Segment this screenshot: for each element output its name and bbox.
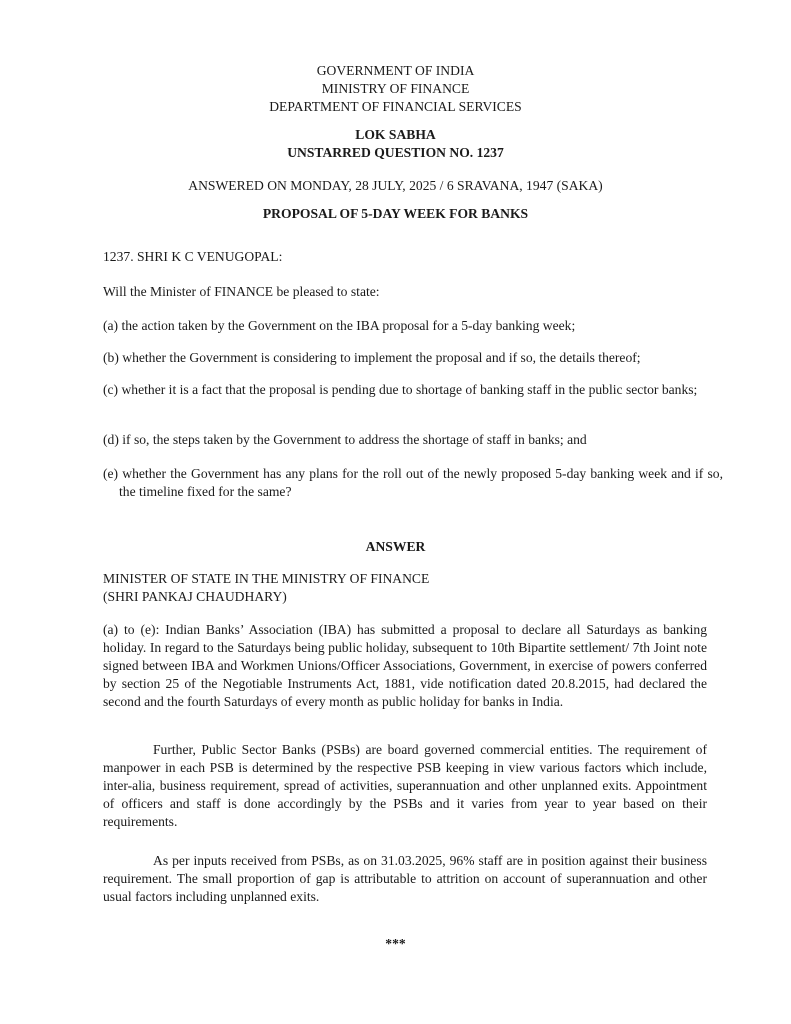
subject-title: PROPOSAL OF 5-DAY WEEK FOR BANKS	[262, 206, 529, 221]
house-name: LOK SABHA	[355, 127, 436, 142]
end-mark: ***	[385, 936, 406, 951]
question-part-a: (a) the action taken by the Government on the IBA proposal for a 5-day banking week;	[103, 318, 576, 333]
question-intro: Will the Minister of FINANCE be pleased to state:	[103, 284, 380, 299]
question-part-e: (e) whether the Government has any plans for the roll out of the newly proposed 5-day banking week and if so, the timeline fixed for the same?	[103, 466, 723, 499]
answer-heading: ANSWER	[365, 539, 426, 554]
minister-title: MINISTER OF STATE IN THE MINISTRY OF FINANCE	[103, 571, 430, 586]
header-ministry: MINISTRY OF FINANCE	[321, 81, 470, 96]
answered-on: ANSWERED ON MONDAY, 28 JULY, 2025 / 6 SRAVANA, 1947 (SAKA)	[188, 178, 603, 193]
answer-paragraph-3: As per inputs received from PSBs, as on 31.03.2025, 96% staff are in position against their business requirement. The small proportion of gap is attributable to attrition on account of superannuation and other usual factors including unplanned exits.	[103, 853, 707, 904]
question-asked-by: 1237. SHRI K C VENUGOPAL:	[103, 249, 283, 264]
question-part-c: (c) whether it is a fact that the proposal is pending due to shortage of banking staff in the public sector banks;	[103, 382, 698, 397]
question-number: UNSTARRED QUESTION NO. 1237	[287, 145, 504, 160]
question-part-b: (b) whether the Government is considering to implement the proposal and if so, the details thereof;	[103, 350, 641, 365]
answer-paragraph-1: (a) to (e): Indian Banks’ Association (IBA) has submitted a proposal to declare all Saturdays as banking holiday. In regard to the Saturdays being public holiday, subsequent to 10th Bipartite settlement/ 7th Joint note signed between IBA and Workmen Unions/Officer Associations, Government, in exercise of powers conferred by section 25 of the Negotiable Instruments Act, 1881, vide notification dated 20.8.2015, had declared the second and the fourth Saturdays of every month as public holiday for banks in India.	[103, 622, 707, 709]
minister-block	[103, 570, 707, 606]
letterhead	[0, 62, 791, 116]
header-government: GOVERNMENT OF INDIA	[316, 63, 475, 78]
question-part-d: (d) if so, the steps taken by the Government to address the shortage of staff in banks; and	[103, 432, 587, 447]
header-department: DEPARTMENT OF FINANCIAL SERVICES	[269, 99, 522, 114]
house-block	[0, 126, 791, 162]
minister-name: (SHRI PANKAJ CHAUDHARY)	[103, 589, 287, 604]
answer-paragraph-2: Further, Public Sector Banks (PSBs) are board governed commercial entities. The requirement of manpower in each PSB is determined by the respective PSB keeping in view various factors which include, inter-alia, business requirement, spread of activities, superannuation and other unplanned exits. Appointment of officers and staff is done accordingly by the PSBs and it varies from year to year based on their requirements.	[103, 742, 707, 829]
